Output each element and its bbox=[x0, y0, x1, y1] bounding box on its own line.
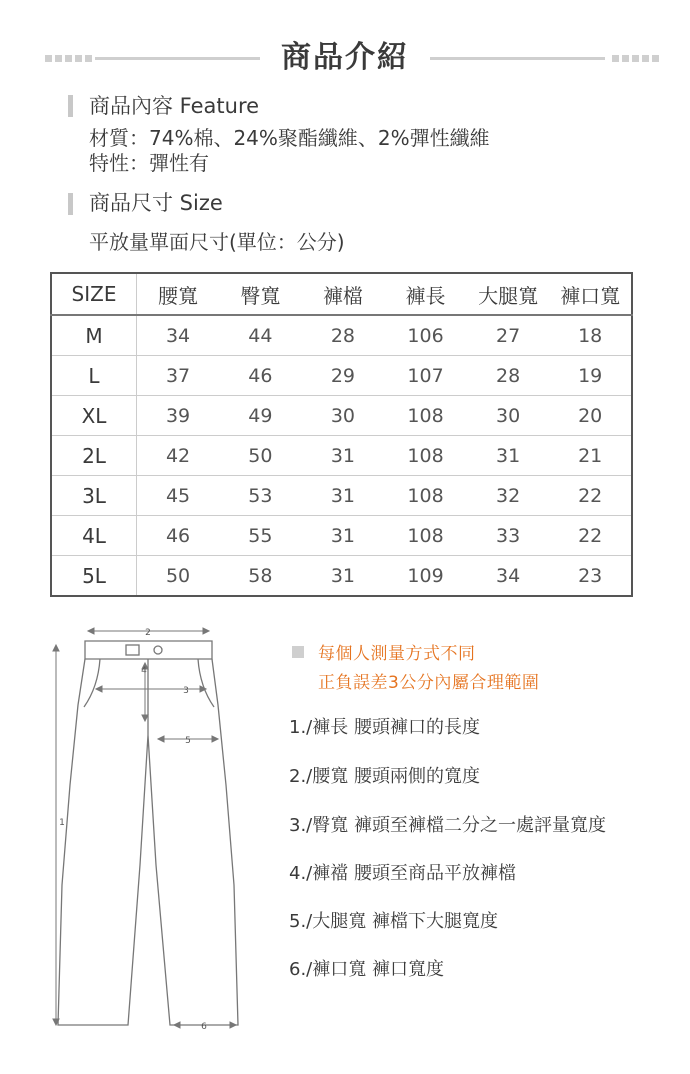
rise-cell: 30 bbox=[302, 396, 385, 436]
hem-cell: 22 bbox=[549, 516, 632, 556]
table-row bbox=[51, 436, 632, 476]
header-dots-right bbox=[612, 55, 659, 62]
length-cell: 108 bbox=[384, 476, 467, 516]
col-hem: 褲口寬 bbox=[549, 273, 632, 315]
col-thigh: 大腿寬 bbox=[467, 273, 550, 315]
size-note: 平放量單面尺寸(單位：公分) bbox=[89, 230, 345, 254]
pants-diagram bbox=[40, 625, 270, 1045]
rise-cell: 31 bbox=[330, 564, 356, 587]
property-text: 特性：彈性有 bbox=[89, 151, 209, 175]
table-row bbox=[51, 476, 632, 516]
notice-line-2: 正負誤差3公分內屬合理範圍 bbox=[318, 673, 540, 693]
thigh-cell: 28 bbox=[467, 356, 550, 396]
waist-cell: 45 bbox=[137, 476, 220, 516]
measurement-2: 2./腰寬 腰頭兩側的寬度 bbox=[289, 766, 480, 787]
size-cell: M bbox=[51, 315, 137, 356]
hip-cell: 46 bbox=[219, 356, 302, 396]
size-cell: 3L bbox=[51, 476, 137, 516]
col-rise: 褲檔 bbox=[302, 273, 385, 315]
hem-cell: 21 bbox=[549, 436, 632, 476]
waist-cell: 46 bbox=[137, 516, 220, 556]
thigh-cell: 31 bbox=[467, 436, 550, 476]
hem-cell: 20 bbox=[549, 396, 632, 436]
thigh-cell: 27 bbox=[467, 315, 550, 356]
thigh-cell: 33 bbox=[467, 516, 550, 556]
diagram-label-1: 1 bbox=[59, 818, 65, 828]
length-cell: 108 bbox=[384, 396, 467, 436]
size-marker bbox=[68, 193, 73, 215]
table-row bbox=[51, 315, 632, 356]
table-row bbox=[51, 516, 632, 556]
feature-title: 商品內容 Feature bbox=[89, 94, 260, 118]
measurement-4: 4./褲襠 腰頭至商品平放褲檔 bbox=[289, 863, 516, 884]
hip-cell: 58 bbox=[248, 564, 273, 587]
diagram-label-2: 2 bbox=[145, 628, 151, 638]
table-row bbox=[51, 396, 632, 436]
hip-cell: 53 bbox=[219, 476, 302, 516]
material-text: 材質：74%棉、24%聚酯纖維、2%彈性纖維 bbox=[89, 126, 490, 150]
hem-cell: 23 bbox=[578, 564, 603, 587]
length-cell: 108 bbox=[384, 436, 467, 476]
measurement-6: 6./褲口寬 褲口寬度 bbox=[289, 959, 444, 980]
rise-cell: 31 bbox=[302, 516, 385, 556]
header-line-right bbox=[430, 57, 605, 60]
col-size: SIZE bbox=[51, 273, 137, 315]
length-cell: 108 bbox=[384, 516, 467, 556]
size-table bbox=[50, 272, 633, 597]
size-cell: 2L bbox=[51, 436, 137, 476]
rise-cell: 29 bbox=[302, 356, 385, 396]
table-row bbox=[51, 356, 632, 396]
size-title: 商品尺寸 Size bbox=[89, 191, 223, 215]
measurement-3: 3./臀寬 褲頭至褲檔二分之一處評量寬度 bbox=[289, 815, 606, 836]
hem-cell: 18 bbox=[549, 315, 632, 356]
rise-cell: 28 bbox=[302, 315, 385, 356]
notice-marker bbox=[292, 646, 304, 658]
waist-cell: 42 bbox=[137, 436, 220, 476]
waist-cell: 39 bbox=[137, 396, 220, 436]
hip-cell: 49 bbox=[219, 396, 302, 436]
header-dots-left bbox=[45, 55, 92, 62]
waist-cell: 50 bbox=[165, 564, 191, 587]
size-cell: XL bbox=[51, 396, 137, 436]
rise-cell: 31 bbox=[302, 436, 385, 476]
waist-cell: 34 bbox=[137, 315, 220, 356]
table-row bbox=[51, 556, 632, 597]
col-length: 褲長 bbox=[384, 273, 467, 315]
col-hip: 臀寬 bbox=[219, 273, 302, 315]
length-cell: 106 bbox=[384, 315, 467, 356]
notice-line-1: 每個人測量方式不同 bbox=[318, 644, 476, 664]
hip-cell: 50 bbox=[219, 436, 302, 476]
hip-cell: 55 bbox=[219, 516, 302, 556]
feature-marker bbox=[68, 95, 73, 117]
size-cell: L bbox=[51, 356, 137, 396]
size-cell: 5L bbox=[51, 556, 137, 597]
thigh-cell: 32 bbox=[467, 476, 550, 516]
hem-cell: 19 bbox=[549, 356, 632, 396]
hip-cell: 44 bbox=[219, 315, 302, 356]
diagram-label-4: 4 bbox=[141, 666, 147, 676]
rise-cell: 31 bbox=[302, 476, 385, 516]
size-table-header bbox=[51, 273, 632, 315]
measurement-1: 1./褲長 腰頭褲口的長度 bbox=[289, 717, 480, 738]
hem-cell: 22 bbox=[549, 476, 632, 516]
diagram-label-3: 3 bbox=[183, 686, 189, 696]
diagram-label-6: 6 bbox=[201, 1022, 207, 1032]
waist-cell: 37 bbox=[137, 356, 220, 396]
col-waist: 腰寬 bbox=[137, 273, 220, 315]
section-header bbox=[0, 38, 690, 78]
size-cell: 4L bbox=[51, 516, 137, 556]
page-title: 商品介紹 bbox=[281, 40, 409, 75]
thigh-cell: 30 bbox=[467, 396, 550, 436]
measurement-5: 5./大腿寬 褲檔下大腿寬度 bbox=[289, 911, 498, 932]
length-cell: 107 bbox=[384, 356, 467, 396]
diagram-label-5: 5 bbox=[185, 736, 191, 746]
thigh-cell: 34 bbox=[496, 564, 521, 587]
length-cell: 109 bbox=[407, 564, 444, 587]
header-line-left bbox=[95, 57, 260, 60]
